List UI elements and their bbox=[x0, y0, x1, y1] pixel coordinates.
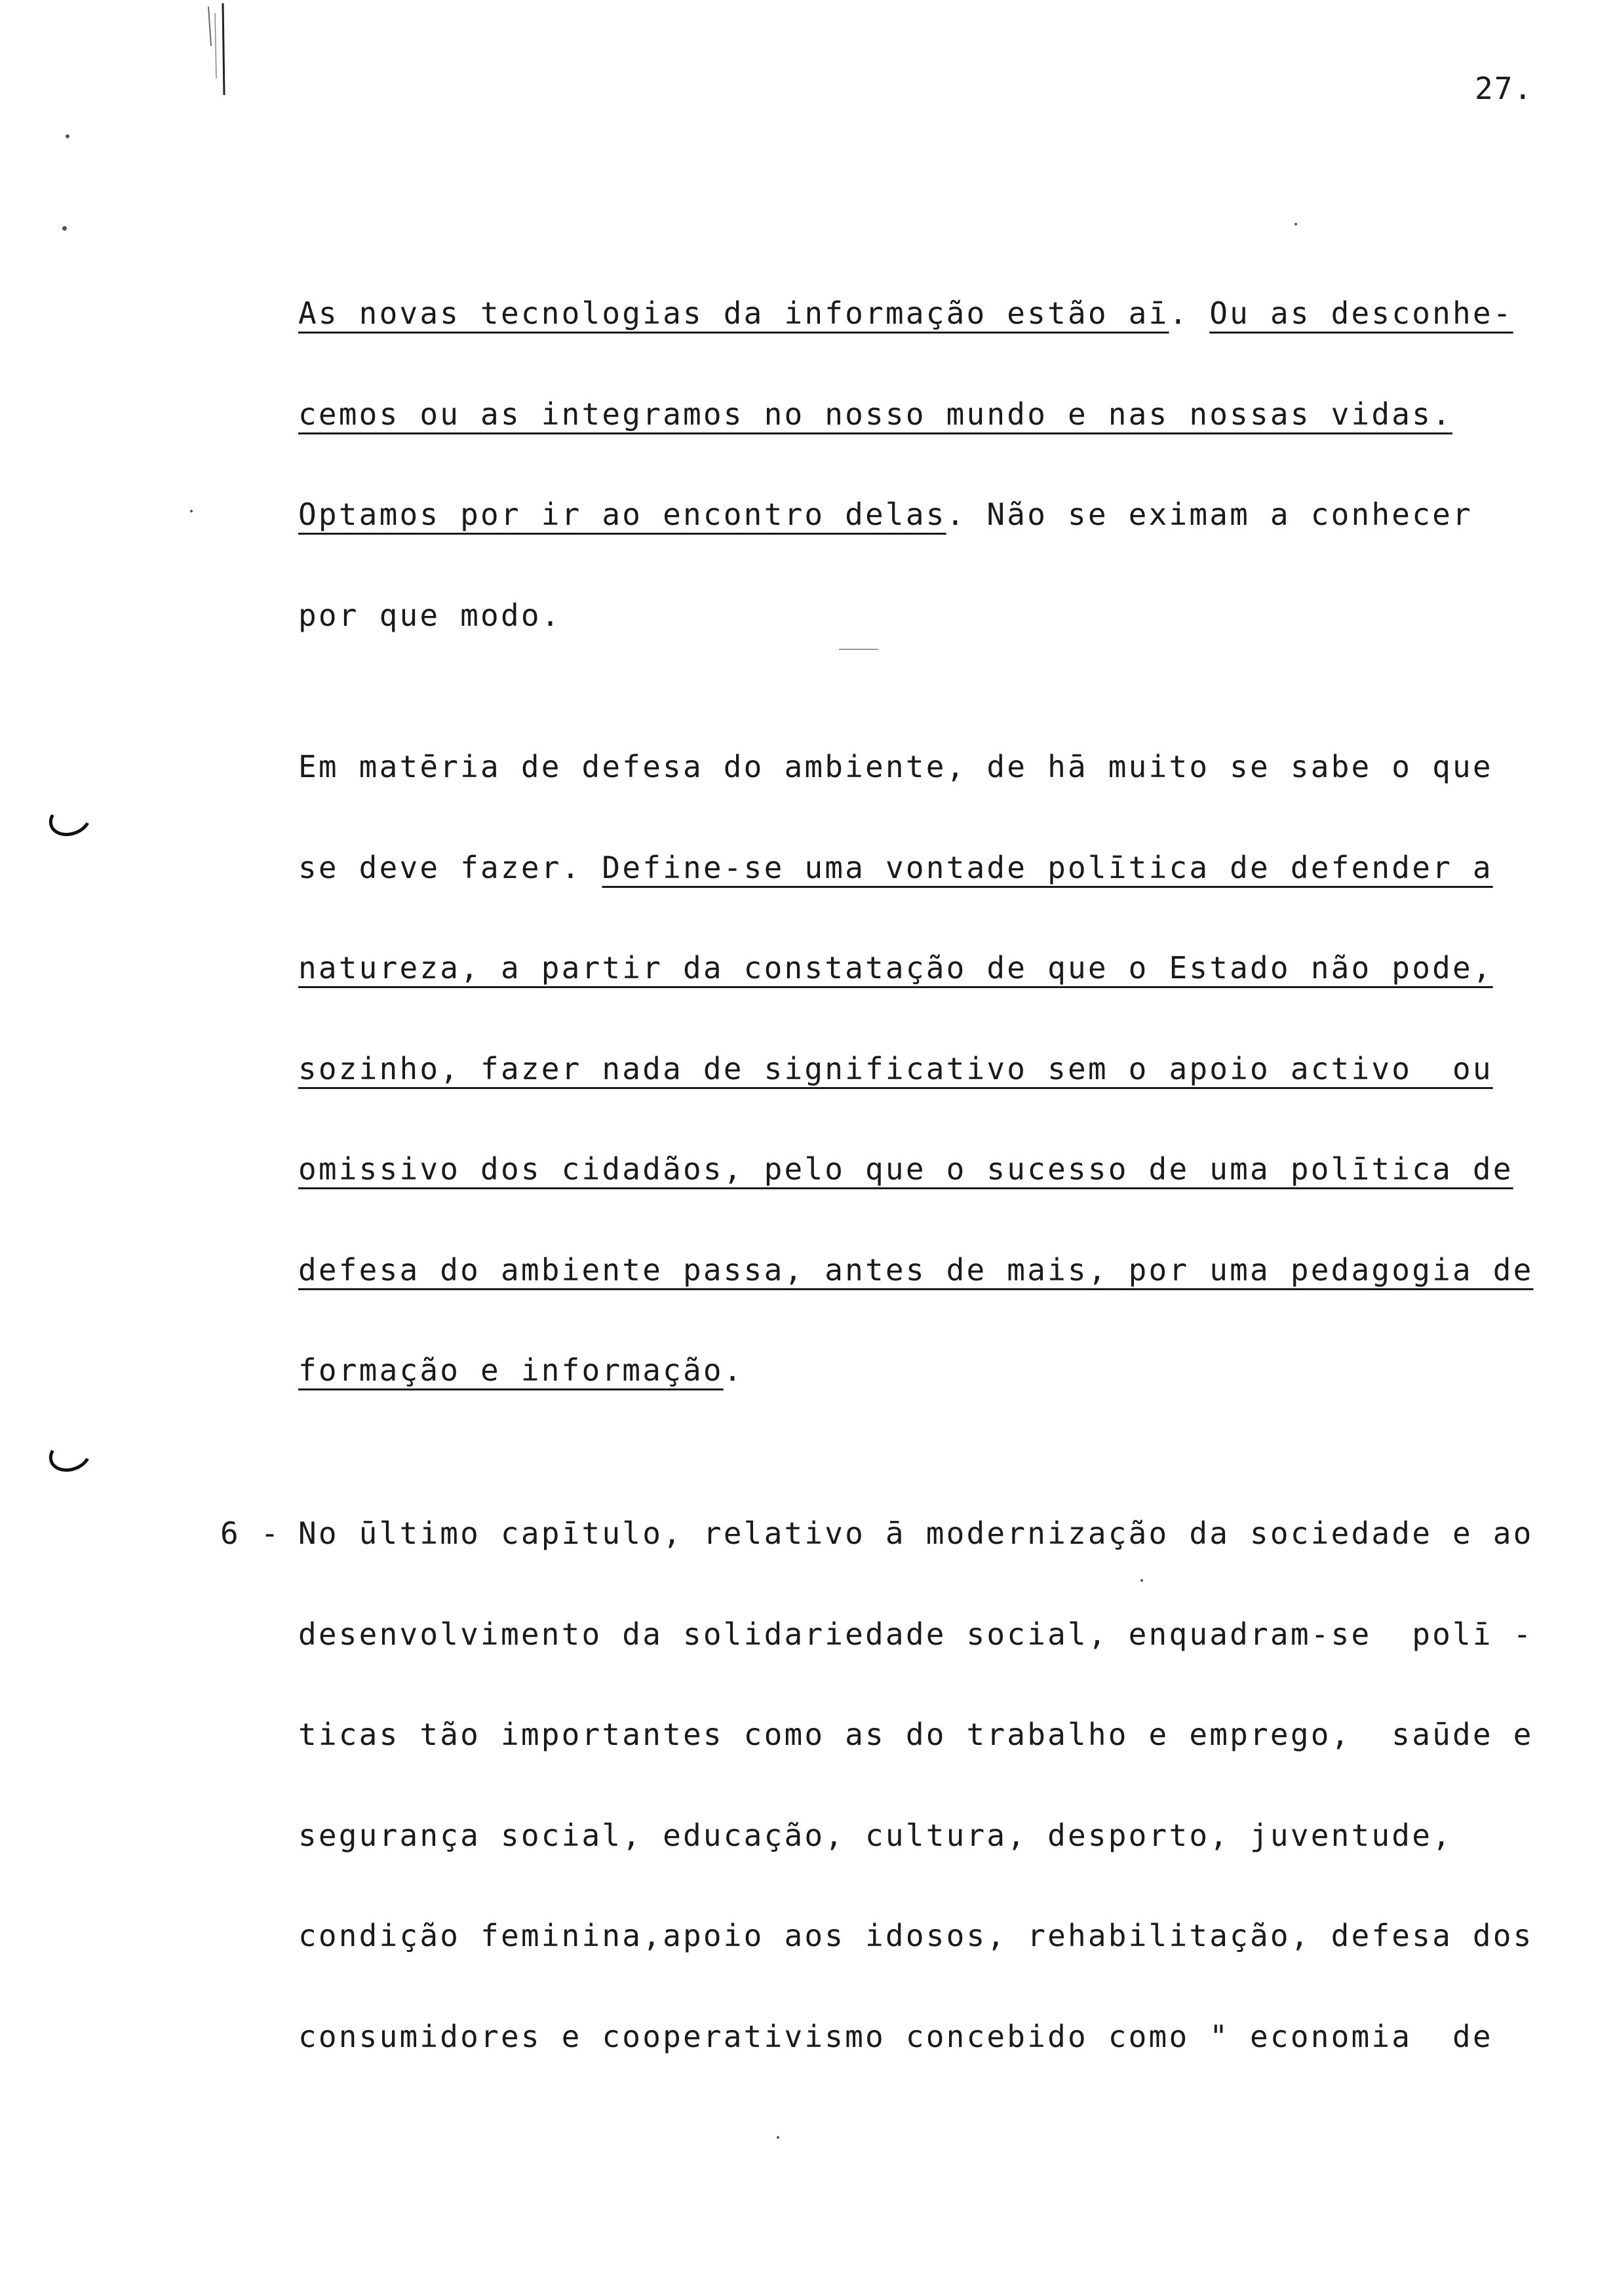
section-number: 6 - bbox=[220, 1516, 281, 1551]
margin-mark-2 bbox=[44, 1432, 96, 1478]
underlined-segment: Optamos por ir ao encontro delas bbox=[298, 497, 946, 532]
underlined-segment: omissivo dos cidadãos, pelo que o sucesso de uma polītica de bbox=[298, 1151, 1513, 1187]
speck bbox=[1140, 1579, 1143, 1582]
underlined-segment: Define-se uma vontade polītica de defender a bbox=[602, 849, 1493, 885]
text-segment: se deve fazer. bbox=[298, 849, 602, 885]
underlined-segment: Ou as desconhe- bbox=[1209, 296, 1513, 331]
text-line bbox=[298, 1916, 1534, 1955]
text-segment: segurança social, educação, cultura, desporto, juventude, bbox=[298, 1817, 1452, 1853]
text-line bbox=[298, 1149, 1513, 1189]
text-line bbox=[298, 948, 1493, 987]
text-line bbox=[298, 848, 1493, 887]
text-line bbox=[298, 1816, 1452, 1855]
underlined-segment: cemos ou as integramos no nosso mundo e nas nossas vidas. bbox=[298, 396, 1452, 432]
text-segment: condição feminina,apoio aos idosos, rehabilitação, defesa dos bbox=[298, 1918, 1534, 1953]
speck bbox=[839, 649, 878, 650]
text-line bbox=[298, 2017, 1493, 2056]
text-line bbox=[298, 394, 1452, 434]
underlined-segment: natureza, a partir da constatação de que o Estado não pode, bbox=[298, 950, 1493, 985]
text-segment: ticas tão importantes como as do trabalho e emprego, saūde e bbox=[298, 1717, 1534, 1752]
text-segment: desenvolvimento da solidariedade social, enquadram-se polī - bbox=[298, 1616, 1534, 1652]
text-segment: . bbox=[723, 1352, 744, 1388]
text-line bbox=[298, 596, 562, 635]
speck bbox=[66, 134, 69, 138]
speck bbox=[777, 2136, 779, 2139]
text-line bbox=[298, 1715, 1534, 1754]
text-segment: . bbox=[1169, 296, 1210, 331]
text-segment: No ūltimo capītulo, relativo ā modernização da sociedade e ao bbox=[298, 1516, 1534, 1551]
text-segment: consumidores e cooperativismo concebido como " economia de bbox=[298, 2018, 1493, 2054]
underlined-segment: formação e informação bbox=[298, 1352, 724, 1388]
text-segment: Em matēria de defesa do ambiente, de hā muito se sabe o que bbox=[298, 749, 1493, 784]
speck bbox=[62, 226, 67, 231]
margin-mark-1 bbox=[44, 796, 96, 842]
text-segment: . Não se eximam a conhecer bbox=[946, 497, 1473, 532]
text-segment: por que modo. bbox=[298, 597, 562, 633]
text-line bbox=[298, 294, 1513, 333]
speck bbox=[1294, 223, 1297, 225]
text-line bbox=[298, 1049, 1493, 1088]
underlined-segment: As novas tecnologias da informação estão aī bbox=[298, 296, 1169, 331]
text-line bbox=[298, 1250, 1534, 1290]
text-line bbox=[298, 1615, 1534, 1654]
underlined-segment: sozinho, fazer nada de significativo sem o apoio activo ou bbox=[298, 1050, 1493, 1086]
underlined-segment: defesa do ambiente passa, antes de mais, por uma pedagogia de bbox=[298, 1252, 1534, 1288]
text-line bbox=[298, 1514, 1534, 1553]
binding-marks bbox=[197, 0, 249, 98]
text-line bbox=[298, 1350, 744, 1390]
text-line bbox=[298, 495, 1473, 534]
speck bbox=[190, 510, 193, 512]
page-number: 27. bbox=[1475, 71, 1534, 106]
text-line bbox=[298, 747, 1493, 786]
